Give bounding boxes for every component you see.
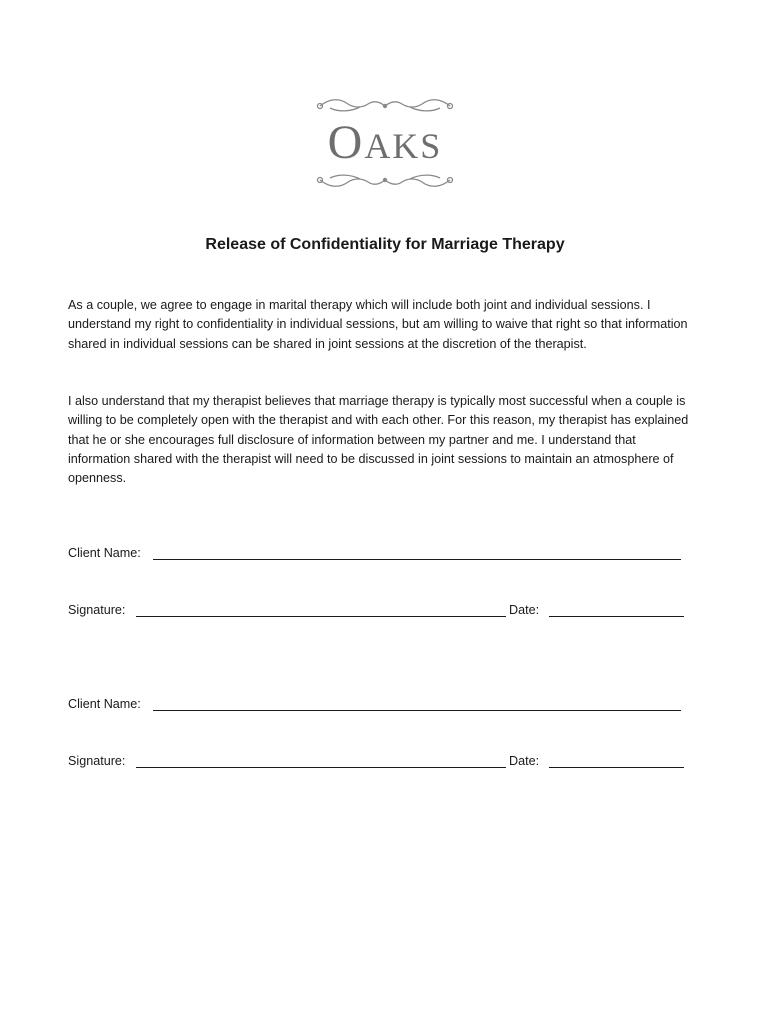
client2-date-field[interactable] bbox=[549, 767, 684, 768]
oaks-logo bbox=[310, 96, 460, 192]
client2-signature-field[interactable] bbox=[136, 767, 506, 768]
client2-signature-label: Signature: bbox=[68, 754, 126, 768]
client2-date-label: Date: bbox=[509, 754, 540, 768]
client1-signature-label: Signature: bbox=[68, 603, 126, 617]
logo-wordmark: OAKS bbox=[327, 116, 443, 169]
ornament-bottom-icon bbox=[310, 172, 460, 188]
paragraph-disclosure: I also understand that my therapist believes that marriage therapy is typically most successful when a couple is willing to be completely open with the therapist and with each other. For this reason, my therapist has explained that he or she encourages full disclosure of information between my partner and me. I understand that information shared with the therapist will need to be discussed in joint sessions to maintain an atmosphere of openness. bbox=[68, 394, 689, 486]
ornament-top-icon bbox=[310, 98, 460, 114]
paragraph-waiver: As a couple, we agree to engage in marital therapy which will include both joint and individual sessions. I understand my right to confidentiality in individual sessions, but am willing to waive that right so that information shared in individual sessions can be shared in joint sessions at the discretion of the therapist. bbox=[68, 298, 688, 351]
client1-date-label: Date: bbox=[509, 603, 540, 617]
client2-name-field[interactable] bbox=[153, 710, 681, 711]
client2-name-label: Client Name: bbox=[68, 697, 141, 711]
client1-signature-field[interactable] bbox=[136, 616, 506, 617]
client1-name-field[interactable] bbox=[153, 559, 681, 560]
client1-date-field[interactable] bbox=[549, 616, 684, 617]
client1-name-label: Client Name: bbox=[68, 546, 141, 560]
document-title: Release of Confidentiality for Marriage Therapy bbox=[205, 236, 565, 253]
